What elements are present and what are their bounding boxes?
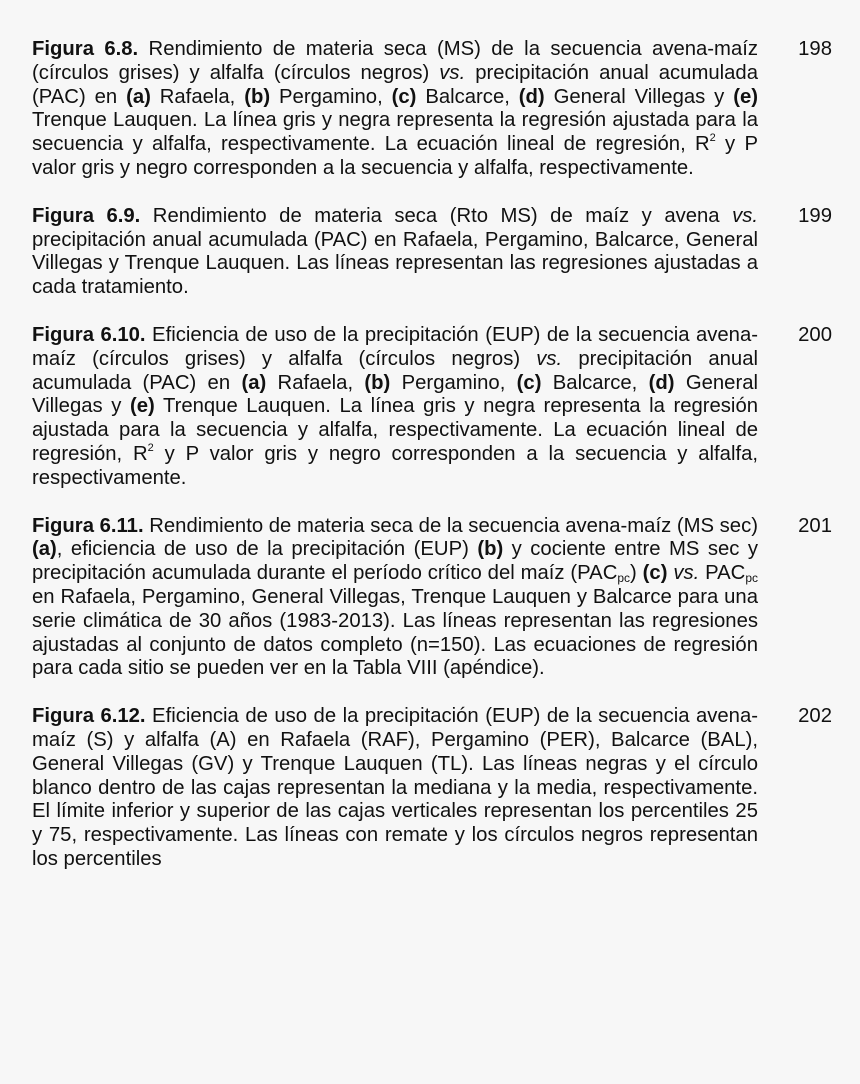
panel-label: (c) (516, 371, 542, 394)
panel-label: (a) (32, 538, 57, 561)
figure-list (32, 38, 832, 896)
caption-text: ) (630, 562, 643, 585)
figure-caption (32, 324, 758, 491)
caption-text: Eficiencia de uso de la precipitación (EUP) de la secuencia avena-maíz (S) y alfalfa (A) en Rafaela (RAF), Pergamino (PER), Balcarce (BAL), General Villegas (GV) y Trenque Lauquen (TL). Las líneas negras y el círculo blanco dentro de las cajas representan la mediana y la media, respectivamente. El límite inferior y superior de las cajas verticales representan los percentiles 25 y 75, respectivamente. Las líneas con remate y los círculos negros representan los percentiles (32, 705, 758, 870)
panel-label: (e) (733, 85, 759, 108)
caption-text: y P valor gris y negro corresponden a la secuencia y alfalfa, respectivamente. (32, 133, 758, 179)
figure-label: Figura 6.9. (32, 204, 141, 227)
caption-text: en Rafaela, Pergamino, General Villegas, Trenque Lauquen y Balcarce para una serie climática de 30 años (1983-2013). Las líneas representan las regresiones ajustadas al conjunto de datos completo (n=150). Las ecuaciones de regresión para cada sitio se pueden ver en la Tabla VIII (apéndice). (32, 585, 758, 680)
caption-text: precipitación anual acumulada (PAC) en Rafaela, Pergamino, Balcarce, General Villegas y Trenque Lauquen. Las líneas representan las regresiones ajustadas a cada tratamiento. (32, 228, 758, 299)
page-number: 201 (798, 514, 832, 537)
panel-label: (b) (364, 371, 391, 394)
figure-caption (32, 515, 758, 682)
page-number: 202 (798, 705, 832, 728)
figure-entry-6-11 (32, 515, 832, 682)
panel-label: (d) (518, 85, 545, 108)
caption-text: General Villegas y (544, 85, 734, 108)
caption-text: PAC (699, 562, 746, 585)
page-number: 198 (798, 38, 832, 60)
caption-text: precipitación anual acumulada (PAC) en (32, 61, 758, 108)
caption-text: Rafaela, (150, 85, 245, 108)
caption-text: Balcarce, (416, 85, 519, 108)
caption-text: Pergamino, (270, 85, 392, 108)
caption-text: Rendimiento de materia seca de la secuencia avena-maíz (MS sec) (143, 514, 758, 537)
caption-text: Trenque Lauquen. La línea gris y negra representa la regresión ajustada para la secuencia y alfalfa, respectivamente. La ecuación lineal de regresión, R (32, 395, 758, 465)
figure-label: Figura 6.12. (32, 705, 146, 728)
panel-label: (b) (244, 85, 271, 108)
caption-italic: vs. (732, 204, 759, 227)
superscript: 2 (709, 132, 716, 145)
caption-italic: vs. (439, 61, 466, 84)
caption-text: Trenque Lauquen. La línea gris y negra representa la regresión ajustada para la secuencia y alfalfa, respectivamente. La ecuación lineal de regresión, R (32, 109, 758, 156)
figure-label: Figura 6.11. (32, 514, 144, 537)
caption-text: General Villegas y (32, 371, 758, 418)
figure-entry-6-9 (32, 205, 832, 300)
caption-italic: vs. (536, 347, 563, 370)
figure-caption (32, 38, 758, 181)
figure-label: Figura 6.10. (32, 323, 146, 346)
caption-text: y P valor gris y negro corresponden a la secuencia y alfalfa, respectivamente. (32, 442, 758, 489)
panel-label: (b) (477, 538, 504, 561)
panel-label: (a) (126, 85, 151, 108)
superscript: 2 (147, 441, 154, 454)
subscript: pc (617, 571, 631, 586)
caption-text: precipitación anual acumulada (PAC) en (32, 347, 758, 394)
panel-label: (a) (241, 371, 267, 394)
caption-text: , eficiencia de uso de la precipitación (EUP) (56, 538, 478, 561)
figure-label: Figura 6.8. (32, 38, 139, 60)
figure-entry-6-12 (32, 705, 832, 872)
caption-text: Balcarce, (541, 371, 649, 394)
panel-label: (c) (391, 85, 417, 108)
panel-label: (c) (642, 562, 668, 585)
figure-caption (32, 205, 758, 300)
caption-text: Rafaela, (266, 371, 365, 394)
caption-text: Rendimiento de materia seca (Rto MS) de maíz y avena (140, 204, 733, 227)
caption-text: Eficiencia de uso de la precipitación (EUP) de la secuencia avena-maíz (círculos grises) y alfalfa (círculos negros) (32, 323, 758, 370)
page-number: 199 (798, 204, 832, 227)
panel-label: (d) (648, 371, 675, 394)
page-number: 200 (798, 323, 832, 346)
figure-entry-6-10 (32, 324, 832, 491)
caption-text: Rendimiento de materia seca (MS) de la secuencia avena-maíz (círculos grises) y alfalfa (círculos negros) (32, 38, 759, 84)
figure-caption (32, 705, 758, 872)
caption-text: Pergamino, (390, 371, 517, 394)
figure-entry-6-8 (32, 38, 832, 181)
panel-label: (e) (129, 395, 155, 418)
caption-text: y cociente entre MS sec y precipitación acumulada durante el período crítico del maíz (PAC (32, 538, 758, 585)
subscript: pc (745, 571, 758, 586)
caption-italic: vs. (673, 562, 700, 585)
